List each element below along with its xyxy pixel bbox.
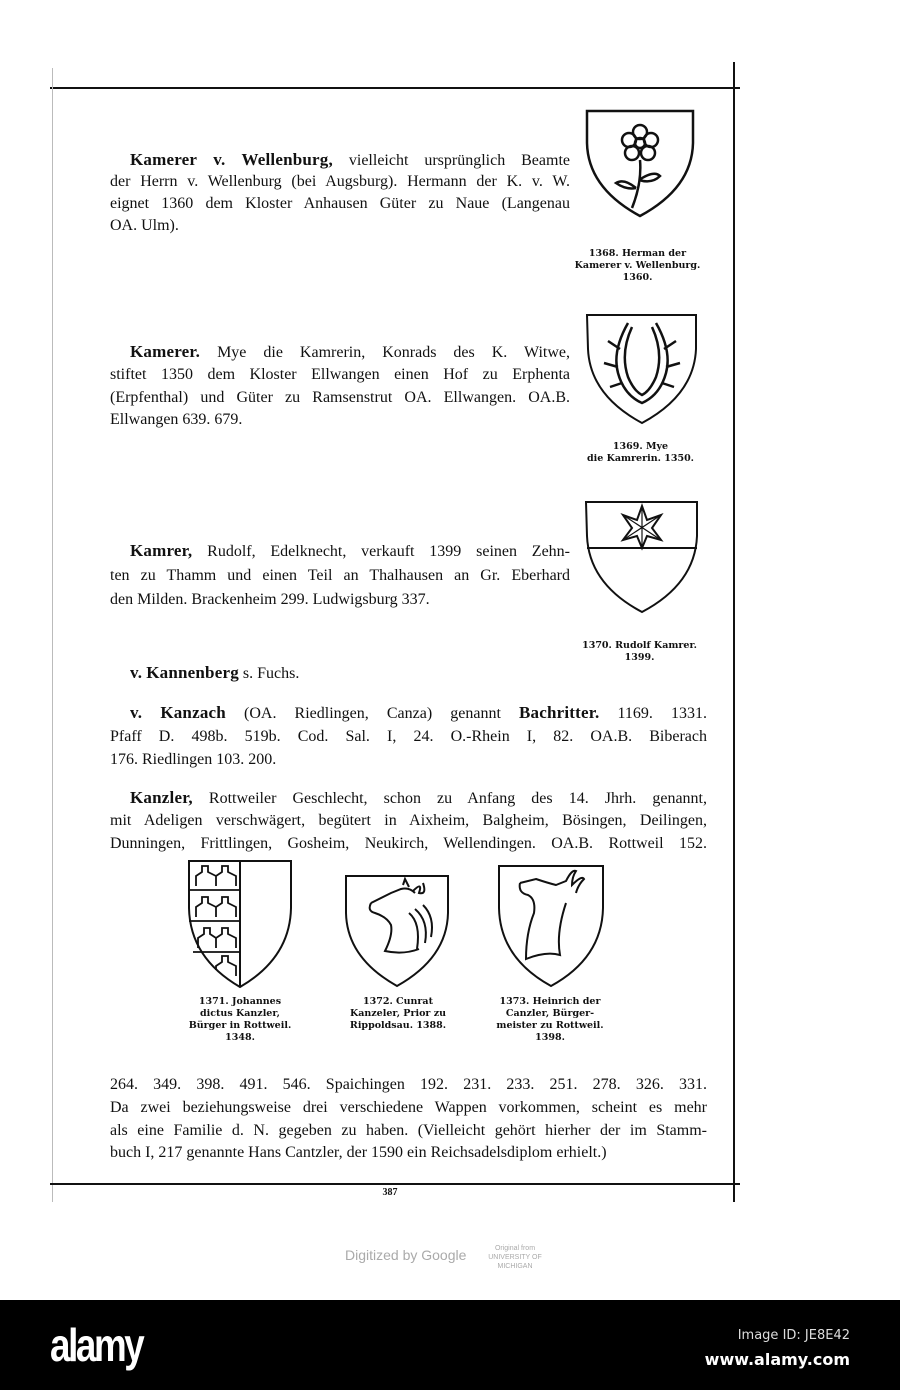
alamy-logo: alamy (50, 1319, 143, 1371)
entry-wellenburg-line: eignet 1360 dem Kloster Anhausen Güter zu Naue (Langenau (110, 195, 570, 212)
text: Rudolf, Edelknecht, verkauft 1399 seinen Zehn- (207, 543, 571, 560)
entry-kamerer-line (130, 342, 570, 363)
watermark-text: Original from (494, 1245, 536, 1252)
bottom-rule (50, 1183, 740, 1185)
entry-kanzler-line (130, 788, 707, 809)
caption-1369 (568, 441, 713, 465)
page-number: 387 (382, 1187, 398, 1198)
caption-line: meister zu Rottweil. (496, 1020, 604, 1031)
caption-1373 (480, 996, 620, 1044)
right-frame-line (733, 62, 735, 1202)
caption-line: 1368. Herman der (588, 248, 687, 259)
text: 1169. 1331. (617, 705, 708, 722)
caption-line: 1370. Rudolf Kamrer. (582, 640, 697, 651)
caption-1368 (565, 248, 710, 284)
entry-kanzler-line: Dunningen, Frittlingen, Gosheim, Neukirch, Wellendingen. OA.B. Rottweil 152. (110, 835, 707, 852)
coat-of-arms-star-icon (583, 498, 701, 616)
lemma-bachritter: Bachritter. (519, 703, 600, 722)
entry-kamerer-line: (Erpfenthal) und Güter zu Ramsenstrut OA. Ellwangen. OA.B. (110, 389, 570, 406)
entry-kanzach-line (130, 703, 707, 724)
caption-line: die Kamrerin. 1350. (586, 453, 694, 464)
entry-kanzler-line: mit Adeligen verschwägert, begütert in Aixheim, Balgheim, Bösingen, Deilingen, (110, 812, 707, 829)
entry-wellenburg-line: OA. Ulm). (110, 217, 179, 234)
caption-line: 1373. Heinrich der (499, 996, 601, 1007)
caption-line: Canzler, Bürger- (505, 1008, 595, 1019)
entry-kanzler-line: buch I, 217 genannte Hans Cantzler, der 1590 ein Reichsadelsdiplom erhielt.) (110, 1144, 607, 1161)
coat-of-arms-ox-head-icon (496, 863, 606, 989)
caption-line: 1372. Cunrat (363, 996, 433, 1007)
entry-kanzach-line: Pfaff D. 498b. 519b. Cod. Sal. I, 24. O.-Rhein I, 82. OA.B. Biberach (110, 728, 707, 745)
caption-1370 (567, 640, 712, 664)
text: Rottweiler Geschlecht, schon zu Anfang des 14. Jhrh. genannt, (208, 790, 708, 807)
entry-kamrer-line: ten zu Thamm und einen Teil an Thalhausen an Gr. Eberhard (110, 567, 570, 584)
site-link[interactable]: www.alamy.com (704, 1350, 850, 1369)
caption-line: 1369. Mye (612, 441, 669, 452)
stock-footer (0, 1300, 900, 1390)
google-digitized-watermark (345, 1247, 466, 1263)
text: (OA. Riedlingen, Canza) genannt (244, 705, 501, 722)
prefix: v. (130, 703, 143, 722)
caption-line: 1360. (622, 272, 653, 283)
entry-kanzler-line: Da zwei beziehungsweise drei verschiedene Wappen vorkommen, scheint es mehr (110, 1099, 707, 1116)
coat-of-arms-ox-head-icon (343, 873, 451, 989)
caption-line: 1371. Johannes (198, 996, 282, 1007)
coat-of-arms-antlers-icon (584, 311, 700, 427)
caption-1372 (328, 996, 468, 1032)
caption-line: Kanzeler, Prior zu (349, 1008, 447, 1019)
caption-line: 1398. (535, 1032, 565, 1043)
lemma: Kamerer. (130, 342, 201, 361)
caption-line: Rippoldsau. 1388. (349, 1020, 447, 1031)
caption-line: Kamerer v. Wellenburg. (574, 260, 701, 271)
entry-kamrer-line: den Milden. Brackenheim 299. Ludwigsburg 337. (110, 591, 430, 608)
entry-kanzler-line: 264. 349. 398. 491. 546. Spaichingen 192. 231. 233. 251. 278. 326. 331. (110, 1076, 707, 1093)
lemma: Kanzler, (130, 788, 193, 807)
caption-line: dictus Kanzler, (200, 1008, 280, 1019)
text: s. Fuchs. (242, 665, 300, 682)
caption-line: 1348. (225, 1032, 255, 1043)
lemma: Kamerer v. Wellenburg, (130, 150, 333, 169)
text: Mye die Kamrerin, Konrads des K. Witwe, (217, 344, 571, 361)
lemma: Kannenberg (146, 663, 239, 682)
left-frame-line (52, 68, 53, 1202)
entry-wellenburg-line: der Herrn v. Wellenburg (bei Augsburg). Hermann der K. v. W. (110, 173, 570, 190)
coat-of-arms-vair-icon (186, 858, 294, 990)
watermark-text: UNIVERSITY OF MICHIGAN (488, 1254, 542, 1270)
entry-kanzler-line: als eine Familie d. N. gegeben zu haben. (Vielleicht gehört hierher der im Stamm- (110, 1122, 707, 1139)
entry-kamerer-line: stiftet 1350 dem Kloster Ellwangen einen Hof zu Erphenta (110, 366, 570, 383)
image-id: Image ID: JE8E42 (737, 1328, 850, 1343)
entry-wellenburg-line (130, 150, 570, 171)
lemma: Kanzach (160, 703, 226, 722)
entry-kanzach-line: 176. Riedlingen 103. 200. (110, 751, 277, 768)
top-rule (50, 87, 740, 89)
prefix: v. (130, 663, 143, 682)
entry-kamrer-line (130, 541, 570, 562)
caption-line: Bürger in Rottweil. (188, 1020, 292, 1031)
caption-line: 1399. (624, 652, 655, 663)
caption-1371 (170, 996, 310, 1044)
entry-kannenberg-line (130, 663, 707, 684)
entry-kamerer-line: Ellwangen 639. 679. (110, 411, 243, 428)
watermark-text: Digitized by Google (345, 1247, 467, 1263)
coat-of-arms-flower-icon (584, 108, 696, 220)
lemma: Kamrer, (130, 541, 193, 560)
source-watermark (470, 1244, 560, 1271)
text: vielleicht ursprünglich Beamte (348, 152, 570, 169)
